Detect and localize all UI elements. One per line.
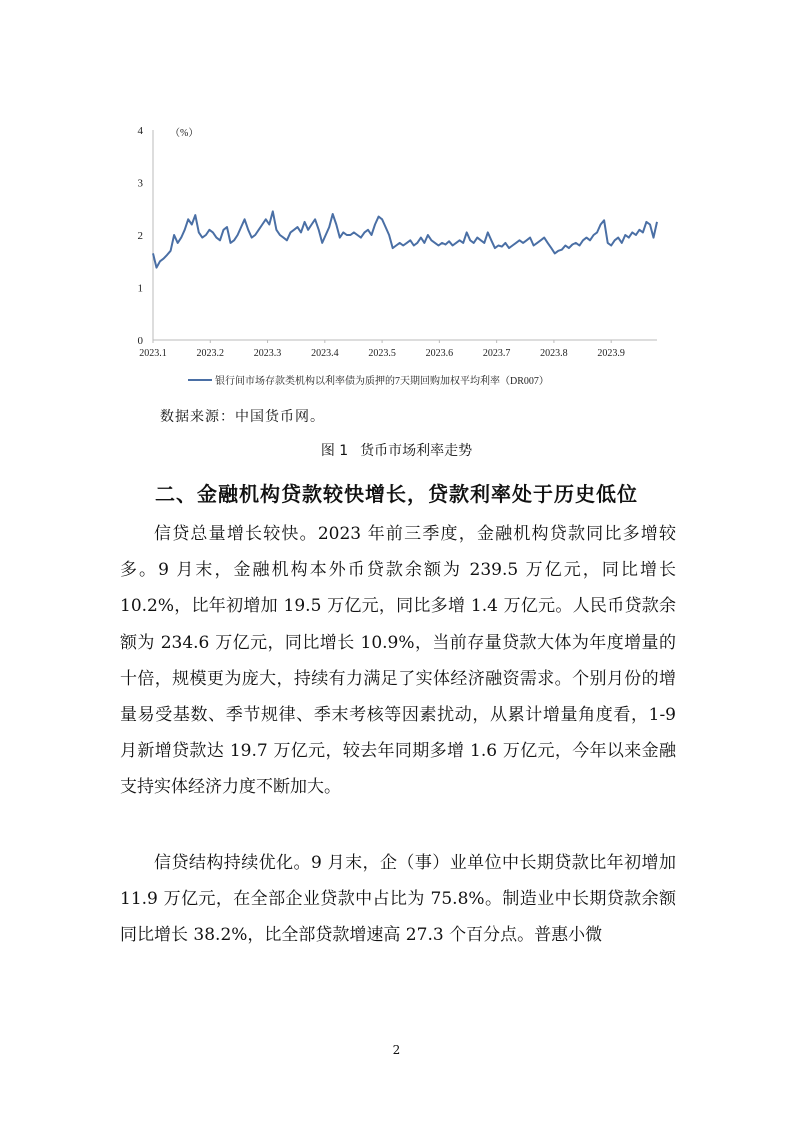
page-number: 2 [392, 1043, 401, 1057]
interest-rate-line-chart [120, 118, 680, 388]
x-tick-label: 2023.6 [425, 348, 454, 359]
y-tick-label: 2 [137, 230, 143, 242]
y-axis-unit-label: （%） [170, 128, 199, 139]
figure-title: 货币市场利率走势 [360, 443, 473, 459]
x-tick-label: 2023.4 [311, 348, 339, 359]
data-series [153, 211, 657, 267]
data-source-note: 数据来源：中国货币网。 [160, 409, 325, 425]
x-axis-ticks [139, 340, 625, 359]
y-axis-ticks [138, 125, 144, 347]
figure-caption [0, 440, 793, 460]
legend-label: 银行间市场存款类机构以利率债为质押的7天期回购加权平均利率（DR007） [215, 376, 549, 387]
x-tick-label: 2023.9 [597, 348, 625, 359]
x-tick-label: 2023.8 [540, 348, 568, 359]
y-tick-label: 0 [137, 335, 143, 347]
section-heading: 二、金融机构贷款较快增长，贷款利率处于历史低位 [155, 482, 638, 506]
x-tick-label: 2023.7 [482, 348, 511, 359]
body-paragraph-1: 信贷总量增长较快。2023 年前三季度，金融机构贷款同比多增较多。9 月末，金融机构本外币贷款余额为 239.5 万亿元，同比增长 10.2%，比年初增加 19.5 万亿元，同比多增 1.4 万亿元。人民币贷款余额为 234.6 万亿元，同比增长 10.9%，当前存量贷款大体为年度增量的十倍，规模更为庞大，持续有力满足了实体经济融资需求。个别月份的增量易受基数、季节规律、季末考核等因素扰动，从累计增量角度看，1-9 月新增贷款达 19.7 万亿元，较去年同期多增 1.6 万亿元，今年以来金融支持实体经济力度不断加大。 [120, 524, 676, 798]
x-tick-label: 2023.3 [253, 348, 282, 359]
y-tick-label: 1 [137, 282, 143, 295]
y-tick-label: 3 [137, 177, 143, 190]
x-tick-label: 2023.5 [368, 348, 396, 359]
body-paragraph-2: 信贷结构持续优化。9 月末，企（事）业单位中长期贷款比年初增加 11.9 万亿元，在全部企业贷款中占比为 75.8%。制造业中长期贷款余额同比增长 38.2%，比全部贷款增速高 27.3 个百分点。普惠小微 [120, 853, 676, 946]
chart-legend [188, 374, 549, 387]
y-tick-label: 4 [137, 125, 143, 137]
x-tick-label: 2023.1 [139, 348, 167, 359]
figure-number: 图 1 [320, 443, 349, 459]
x-tick-label: 2023.2 [196, 348, 225, 359]
series-line [153, 211, 657, 267]
